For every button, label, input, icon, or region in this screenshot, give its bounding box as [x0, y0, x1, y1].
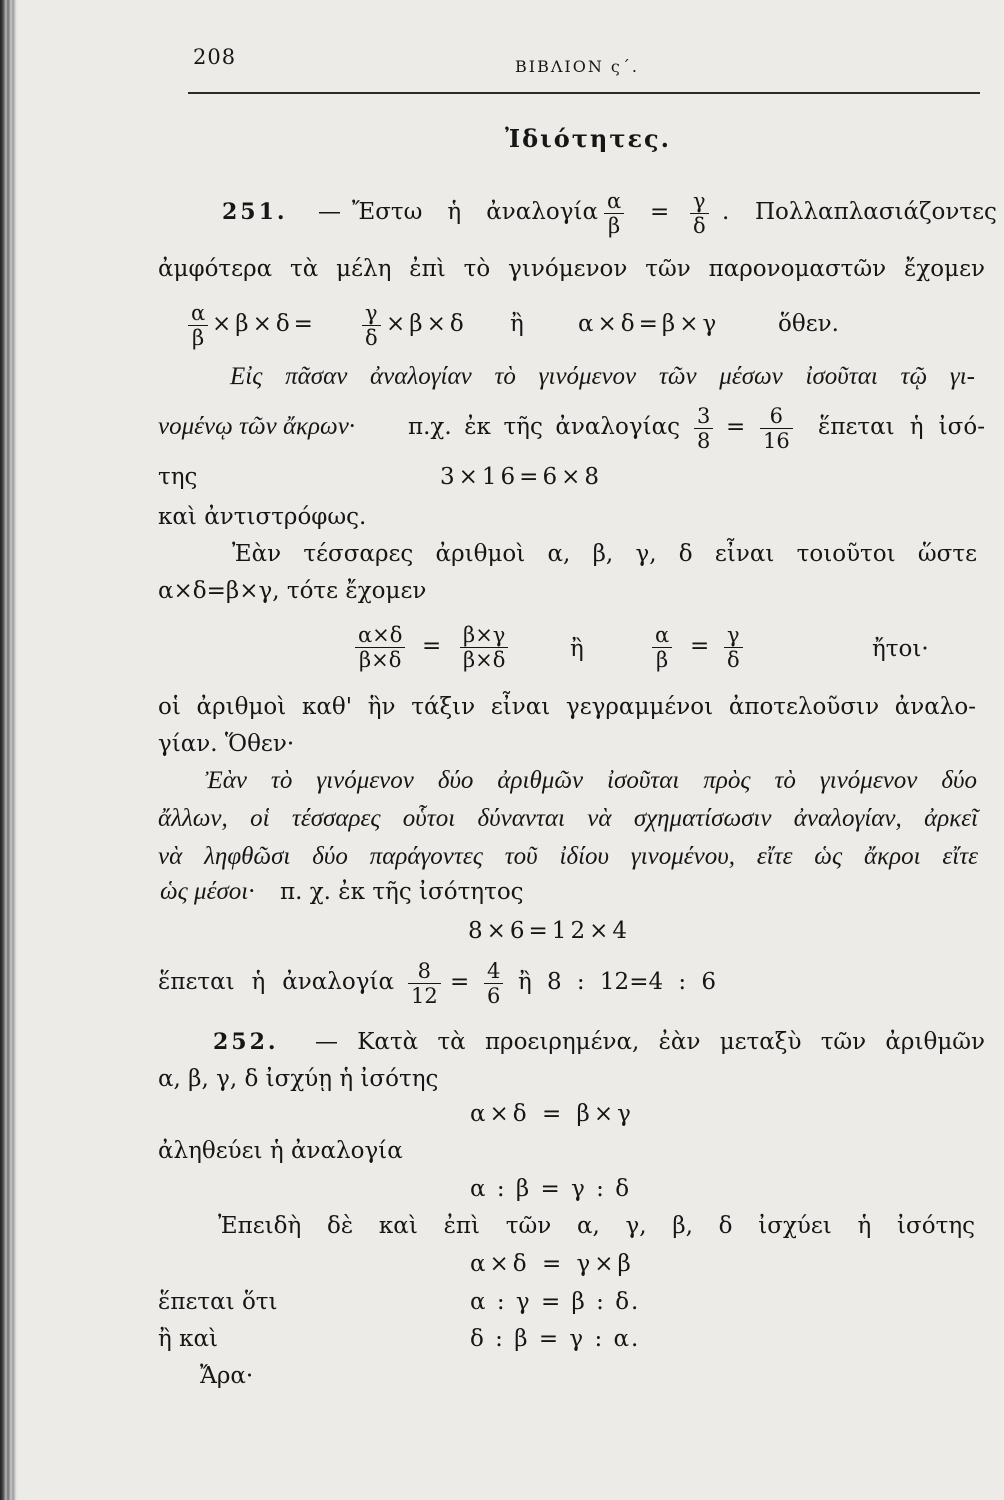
fraction-gamma-over-delta	[690, 190, 709, 237]
hyphen-continuation: της	[158, 464, 198, 490]
example-2-follows: ἕπεται ἡ ἀναλογία	[158, 969, 394, 995]
conversely-text: καὶ ἀντιστρόφως.	[158, 504, 367, 530]
that-is-text: ἤτοι·	[872, 636, 929, 662]
fraction-ad-over-bd	[355, 624, 405, 671]
example-2-equality: 8×6=12×4	[468, 918, 631, 944]
fraction-denominator: β	[192, 326, 205, 350]
example-2-ratio: ἢ 8 : 12=4 : 6	[518, 969, 716, 995]
fraction-denominator: 8	[697, 429, 711, 453]
therefore-text: Ἄρα·	[200, 1363, 254, 1389]
proportion-3: δ : β = γ : α.	[470, 1326, 641, 1352]
fraction-denominator: β	[608, 214, 621, 238]
article-number-252: 252.	[213, 1029, 279, 1055]
fraction-8-over-12	[408, 960, 441, 1007]
fraction-numerator: γ	[690, 190, 709, 214]
fraction-alpha-over-beta	[188, 302, 208, 349]
running-title: ΒΙΒΛΙΟΝ ς΄.	[515, 57, 639, 76]
fraction-bg-over-bd	[460, 624, 508, 671]
paragraph-252-line-3: ἀληθεύει ἡ ἀναλογία	[158, 1138, 403, 1164]
equals-sign: =	[650, 199, 670, 225]
example-intro: π.χ. ἐκ τῆς ἀναλογίας	[408, 414, 680, 440]
conjunction-or: ἢ	[570, 636, 584, 662]
fraction-denominator: 12	[411, 984, 438, 1008]
fraction-numerator: β×γ	[460, 624, 508, 648]
or-also-text: ἢ καὶ	[158, 1326, 219, 1352]
fraction-numerator: 4	[484, 960, 503, 984]
paragraph-251-intro: Ἔστω ἡ ἀναλογία	[352, 199, 598, 225]
paragraph-251-line-1-tail: Πολλαπλασιάζοντες	[755, 199, 997, 225]
theorem-2-line-2: ἄλλων, οἱ τέσσαρες οὗτοι δύνανται νὰ σχηματίσωσιν ἀναλογίαν, ἀρκεῖ	[158, 805, 978, 832]
fraction-denominator: β×δ	[463, 648, 506, 672]
equals-sign: =	[726, 414, 746, 440]
proportion-1: α : β = γ : δ	[470, 1176, 632, 1202]
converse-line-1: Ἐὰν τέσσαρες ἀριθμοὶ α, β, γ, δ εἶναι τοιοῦτοι ὥστε	[232, 541, 977, 567]
article-number-251: 251.	[222, 199, 288, 225]
equals-sign: =	[690, 633, 710, 659]
fraction-denominator: δ	[693, 214, 706, 238]
fraction-denominator: 16	[763, 429, 790, 453]
theorem-2-line-3: νὰ ληφθῶσι δύο παράγοντες τοῦ ἰδίου γινομένου, εἴτε ὡς ἄκροι εἴτε	[158, 843, 978, 870]
equals-sign: =	[450, 969, 470, 995]
header-rule	[188, 92, 980, 94]
theorem-line-2: νομένῳ τῶν ἄκρων·	[158, 413, 356, 440]
theorem-line-1: Εἰς πᾶσαν ἀναλογίαν τὸ γινόμενον τῶν μέσων ἰσοῦται τῷ γι-	[230, 363, 975, 390]
example-product-equality: 3×16=6×8	[440, 464, 603, 490]
fraction-numerator: γ	[362, 302, 381, 326]
fraction-6-over-16	[760, 405, 793, 452]
paragraph-252-line-4: Ἐπειδὴ δὲ καὶ ἐπὶ τῶν α, γ, β, δ ἰσχύει ἡ ἰσότης	[218, 1213, 975, 1239]
equality-1: α×δ = β×γ	[470, 1101, 635, 1127]
formula-result: α×δ=β×γ	[578, 311, 721, 337]
fraction-numerator: α	[188, 302, 208, 326]
fraction-4-over-6	[484, 960, 503, 1007]
fraction-numerator: 3	[694, 405, 713, 429]
conjunction-or: ἢ	[510, 311, 524, 337]
fraction-numerator: α	[604, 190, 624, 214]
formula-segment: ×β×δ	[386, 311, 468, 337]
fraction-denominator: β×δ	[359, 648, 402, 672]
paragraph-252-line-2: α, β, γ, δ ἰσχύῃ ἡ ἰσότης	[158, 1066, 439, 1092]
equals-sign: =	[422, 633, 442, 659]
article-dash: —	[318, 199, 341, 225]
section-title: Ἰδιότητες.	[505, 124, 672, 153]
formula-segment: ×β×δ=	[212, 311, 317, 337]
formula-conclusion: ὅθεν.	[778, 311, 839, 337]
theorem-2-line-4: ὡς μέσοι·	[160, 878, 255, 905]
fraction-denominator: δ	[365, 326, 378, 350]
fraction-gamma-over-delta	[362, 302, 381, 349]
paragraph-251-line-2: ἀμφότερα τὰ μέλη ἐπὶ τὸ γινόμενον τῶν παρονομαστῶν ἔχομεν	[158, 256, 985, 282]
converse-line-3: οἱ ἀριθμοὶ καθ' ἣν τάξιν εἶναι γεγραμμένοι ἀποτελοῦσιν ἀναλο-	[158, 694, 976, 720]
fraction-3-over-8	[694, 405, 713, 452]
example-follows: ἕπεται ἡ ἰσό-	[818, 414, 985, 440]
sentence-stop: .	[722, 199, 730, 225]
fraction-numerator: α×δ	[355, 624, 405, 648]
proportion-2: α : γ = β : δ.	[470, 1289, 641, 1315]
fraction-alpha-over-beta	[652, 624, 672, 671]
example-2-intro: π. χ. ἐκ τῆς ἰσότητος	[280, 879, 524, 905]
converse-line-2: α×δ=β×γ, τότε ἔχομεν	[158, 578, 427, 604]
fraction-denominator: 6	[487, 984, 501, 1008]
fraction-numerator: γ	[724, 624, 743, 648]
fraction-alpha-over-beta	[604, 190, 624, 237]
fraction-denominator: β	[656, 648, 669, 672]
fraction-numerator: α	[652, 624, 672, 648]
page-binding-edge	[0, 0, 18, 1500]
fraction-gamma-over-delta	[724, 624, 743, 671]
fraction-denominator: δ	[727, 648, 740, 672]
theorem-2-line-1: Ἐὰν τὸ γινόμενον δύο ἀριθμῶν ἰσοῦται πρὸς τὸ γινόμενον δύο	[205, 767, 977, 794]
paragraph-252-line-1: — Κατὰ τὰ προειρημένα, ἐὰν μεταξὺ τῶν ἀριθμῶν	[315, 1029, 985, 1055]
converse-line-4: γίαν. Ὅθεν·	[158, 731, 295, 757]
fraction-numerator: 8	[408, 960, 441, 984]
fraction-numerator: 6	[760, 405, 793, 429]
page-number: 208	[193, 45, 237, 69]
follows-text: ἕπεται ὅτι	[158, 1289, 278, 1315]
equality-2: α×δ = γ×β	[470, 1251, 635, 1277]
